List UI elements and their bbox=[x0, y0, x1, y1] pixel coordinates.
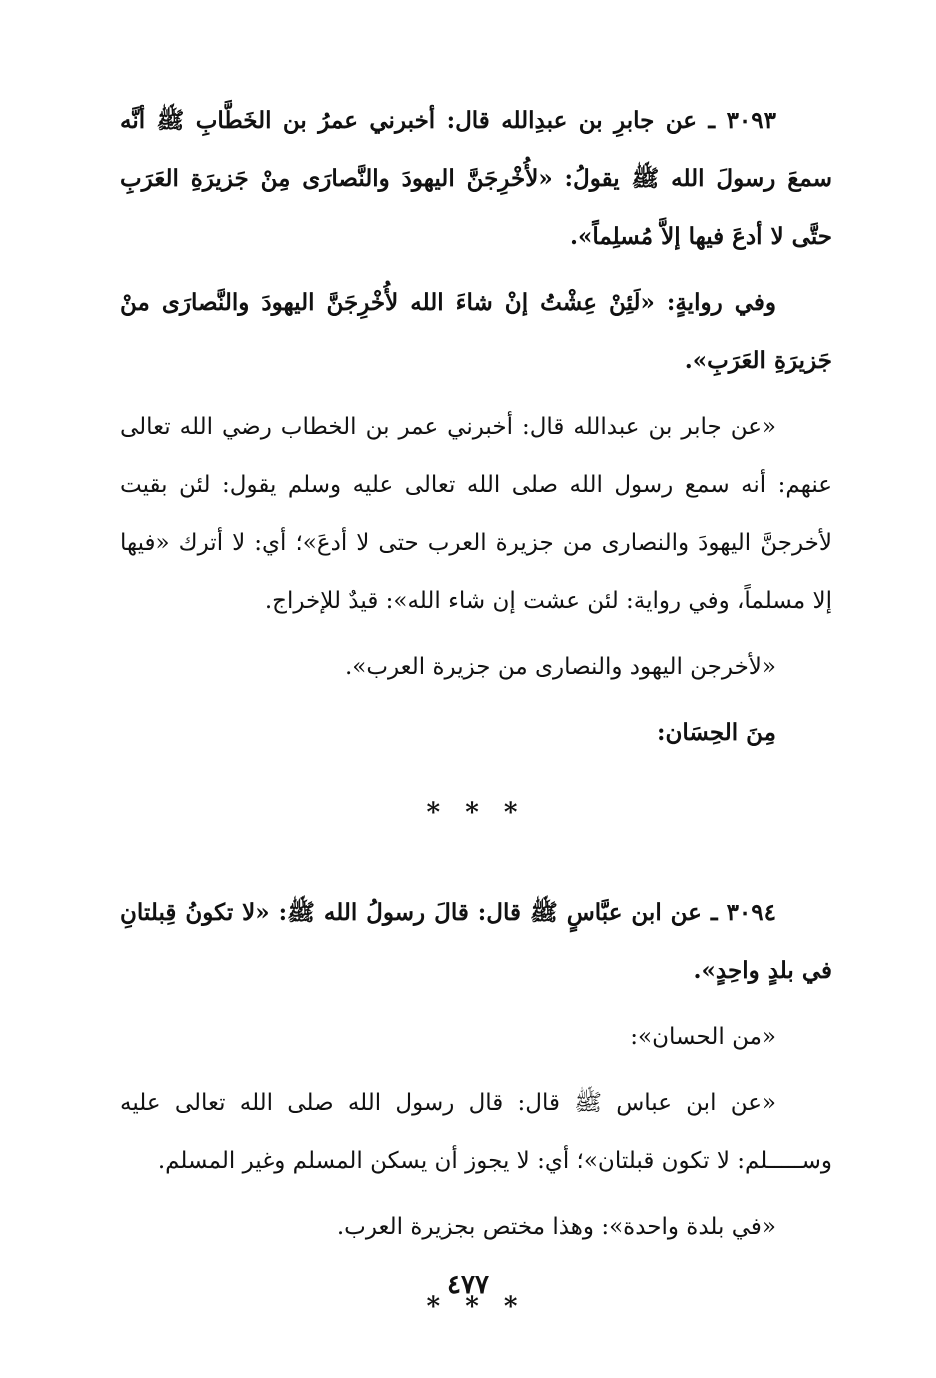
page-body bbox=[120, 92, 832, 1378]
section-separator: * * * bbox=[426, 798, 526, 828]
hadith-3094-commentary-2: «في بلدة واحدة»: وهذا مختص بجزيرة العرب. bbox=[336, 1214, 776, 1240]
hadith-3094-source: «من الحسان»: bbox=[630, 1024, 776, 1050]
hadith-3093-commentary-1: «عن جابر بن عبدالله قال: أخبرني عمر بن الخطاب رضي الله تعالى عنهم: أنه سمع رسول الله صلى الله تعالى عليه وسلم يقول: لئن بقيت لأخرجنَّ اليهودَ والنصارى من جزيرة العرب حتى لا أدعَ»؛ أي: لا أترك «فيها إلا مسلماً، وفي رواية: لئن عشت إن شاء الله»: قيدٌ للإخراج. bbox=[120, 414, 832, 614]
hadith-3093-riwaya: وفي روايةٍ: «لَئِنْ عِشْتُ إنْ شاءَ الله لأُخْرِجَنَّ اليهودَ والنَّصارَى منْ جَزيرَةِ العَرَبِ». bbox=[120, 289, 832, 374]
hadith-3094-text: ٣٠٩٤ ـ عن ابن عبَّاسٍ ﷺ قال: قالَ رسولُ الله ﷺ: «لا تكونُ قِبلتانِ في بلدٍ واحِدٍ». bbox=[120, 899, 832, 984]
hadith-3093-text: ٣٠٩٣ ـ عن جابرِ بن عبدِالله قال: أخبرني عمرُ بن الخَطَّابِ ﷺ أنَّه سمعَ رسولَ الله ﷺ يقولُ: «لأُخْرِجَنَّ اليهودَ والنَّصارَى مِنْ جَزيرَةِ العَرَبِ حتَّى لا أدعَ فيها إلاَّ مُسلِماً». bbox=[120, 107, 832, 250]
page-number: ٤٧٧ bbox=[447, 1270, 489, 1300]
section-separator: * * * bbox=[426, 1292, 526, 1322]
hadith-3093-source: مِنَ الحِسَان: bbox=[657, 719, 776, 746]
hadith-3094-commentary-1: «عن ابن عباس ﷺ قال: قال رسول الله صلى الله تعالى عليه وســـــلم: لا تكون قبلتان»؛ أي: لا يجوز أن يسكن المسلم وغير المسلم. bbox=[120, 1090, 832, 1174]
hadith-3093-commentary-2: «لأخرجن اليهود والنصارى من جزيرة العرب». bbox=[344, 654, 776, 680]
